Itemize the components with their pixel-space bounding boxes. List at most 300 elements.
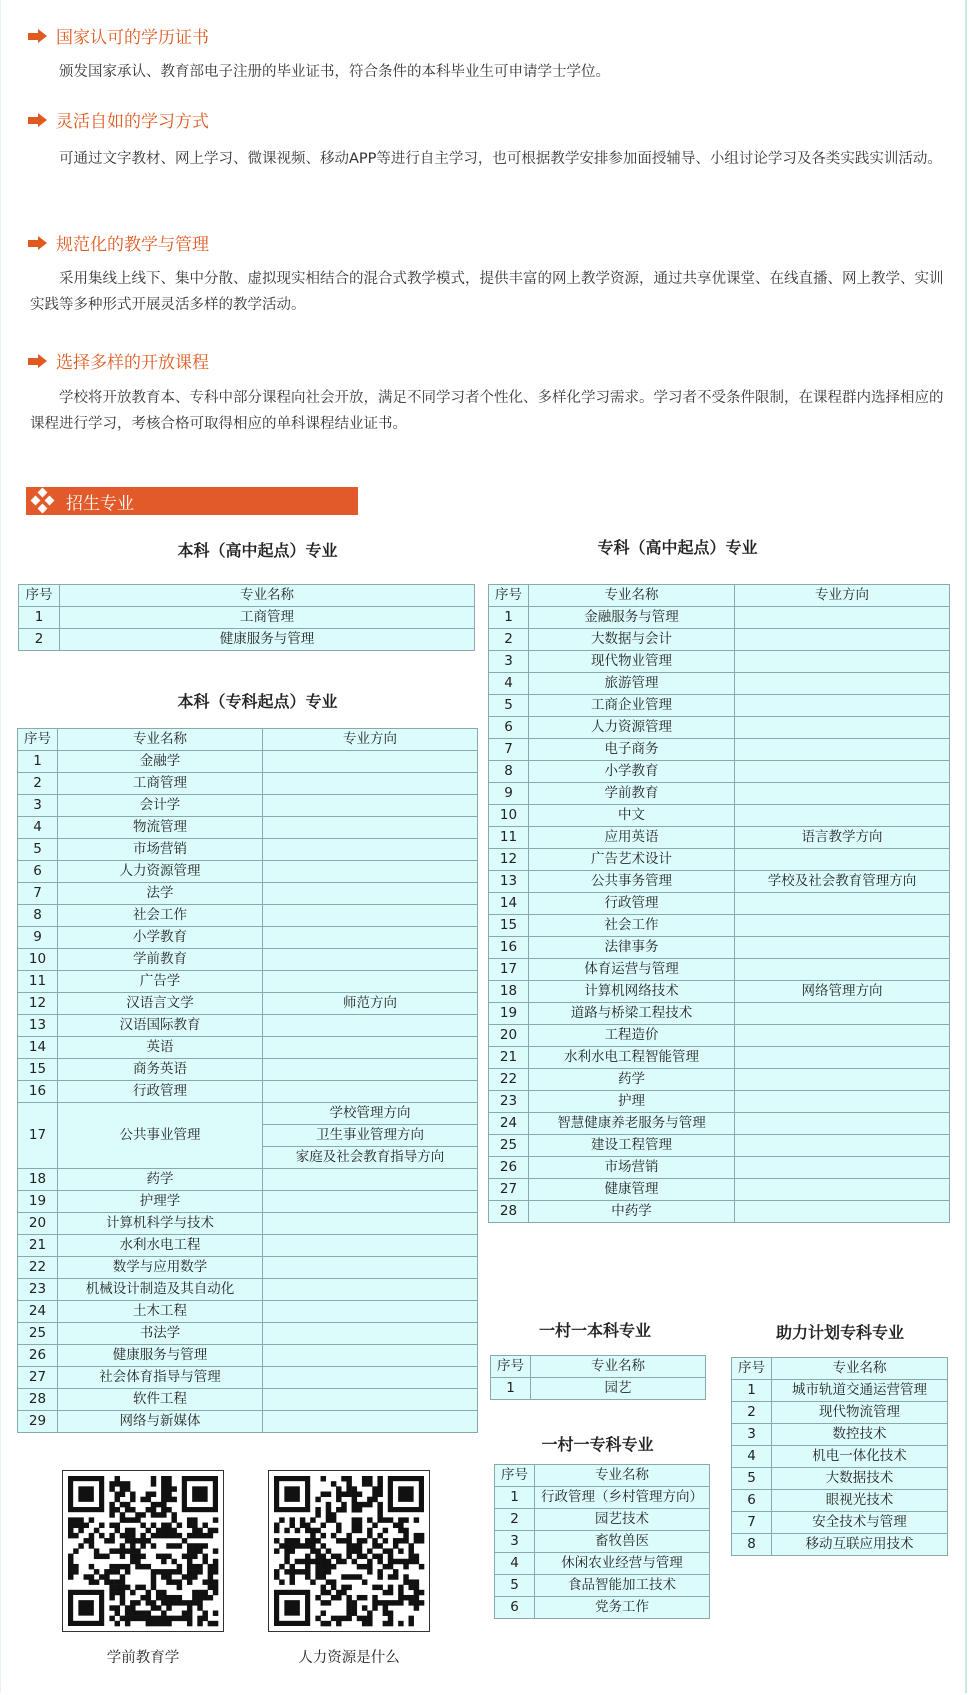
table-row	[18, 883, 478, 905]
cell-major-name: 应用英语	[529, 827, 735, 849]
cell-direction	[735, 739, 950, 761]
cell-direction	[263, 883, 478, 905]
cell-major-name: 工程造价	[529, 1025, 735, 1047]
header-name: 专业名称	[529, 585, 735, 607]
cell-no: 28	[489, 1201, 529, 1223]
diamond-cluster-icon	[30, 488, 56, 514]
cell-no: 13	[18, 1015, 58, 1037]
cell-major-name: 机电一体化技术	[772, 1446, 948, 1468]
table-row	[18, 905, 478, 927]
cell-major-name: 汉语国际教育	[58, 1015, 263, 1037]
cell-no: 12	[489, 849, 529, 871]
cell-major-name: 广告学	[58, 971, 263, 993]
cell-no: 3	[489, 651, 529, 673]
cell-direction	[735, 805, 950, 827]
header-no: 序号	[495, 1465, 535, 1487]
cell-major-name: 休闲农业经营与管理	[535, 1553, 710, 1575]
cell-no: 21	[489, 1047, 529, 1069]
cell-direction	[263, 817, 478, 839]
cell-no: 3	[18, 795, 58, 817]
cell-major-name: 道路与桥梁工程技术	[529, 1003, 735, 1025]
cell-direction	[263, 1015, 478, 1037]
section-title-text: 选择多样的开放课程	[56, 353, 209, 373]
cell-major-name: 现代物流管理	[772, 1402, 948, 1424]
header-no: 序号	[489, 585, 529, 607]
cell-no: 26	[18, 1345, 58, 1367]
cell-direction	[735, 849, 950, 871]
table-header-row	[18, 729, 478, 751]
table-row	[18, 839, 478, 861]
cell-direction: 网络管理方向	[735, 981, 950, 1003]
section-body-teaching: 采用集线上线下、集中分散、虚拟现实相结合的混合式教学模式，提供丰富的网上教学资源，通过共享优课堂、在线直播、网上教学、实训实践等多种形式开展灵活多样的教学活动。	[30, 271, 944, 313]
header-name: 专业名称	[60, 585, 475, 607]
cell-major-name: 中文	[529, 805, 735, 827]
table-row	[491, 1378, 706, 1400]
cell-major-name: 社会工作	[58, 905, 263, 927]
table-row	[18, 993, 478, 1015]
cell-direction	[263, 861, 478, 883]
table-ycyz	[494, 1464, 710, 1619]
header-name: 专业名称	[531, 1356, 706, 1378]
cell-direction	[735, 651, 950, 673]
table-row	[18, 1235, 478, 1257]
table-row	[732, 1380, 948, 1402]
table-row	[489, 1003, 950, 1025]
section-body-learning: 可通过文字教材、网上学习、微课视频、移动APP等进行自主学习，也可根据教学安排参加面授辅导、小组讨论学习及各类实践实训活动。	[59, 151, 942, 167]
table-row	[18, 1367, 478, 1389]
cell-major-name: 行政管理	[58, 1081, 263, 1103]
table-header-row	[489, 585, 950, 607]
table-title-ycyz: 一村一专科专业	[541, 1435, 654, 1454]
cell-major-name: 建设工程管理	[529, 1135, 735, 1157]
cell-no: 23	[18, 1279, 58, 1301]
cell-direction	[263, 1213, 478, 1235]
cell-major-name: 园艺	[531, 1378, 706, 1400]
table-row	[489, 1201, 950, 1223]
cell-direction	[735, 915, 950, 937]
cell-direction	[263, 1191, 478, 1213]
cell-no: 19	[18, 1191, 58, 1213]
table-row	[489, 673, 950, 695]
cell-major-name: 市场营销	[529, 1157, 735, 1179]
cell-direction	[735, 1135, 950, 1157]
cell-major-name: 智慧健康养老服务与管理	[529, 1113, 735, 1135]
table-row	[489, 871, 950, 893]
cell-major-name: 行政管理	[529, 893, 735, 915]
cell-no: 5	[732, 1468, 772, 1490]
cell-direction	[263, 751, 478, 773]
header-name: 专业名称	[772, 1358, 948, 1380]
header-name: 专业名称	[58, 729, 263, 751]
cell-major-name: 广告艺术设计	[529, 849, 735, 871]
cell-no: 6	[495, 1597, 535, 1619]
cell-direction	[263, 905, 478, 927]
table-row	[495, 1487, 710, 1509]
cell-direction	[735, 695, 950, 717]
cell-no: 15	[489, 915, 529, 937]
table-row	[489, 1179, 950, 1201]
cell-no: 24	[489, 1113, 529, 1135]
cell-no: 6	[18, 861, 58, 883]
cell-no: 5	[18, 839, 58, 861]
cell-major-name: 学前教育	[529, 783, 735, 805]
table-row	[18, 1279, 478, 1301]
enrollment-banner	[26, 487, 358, 515]
table-header-row	[495, 1465, 710, 1487]
cell-direction	[263, 1037, 478, 1059]
cell-no: 1	[18, 751, 58, 773]
table-header-row	[19, 585, 475, 607]
cell-major-name: 公共事务管理	[529, 871, 735, 893]
cell-major-name: 大数据技术	[772, 1468, 948, 1490]
cell-no: 12	[18, 993, 58, 1015]
table-row	[489, 981, 950, 1003]
section-title-courses	[28, 348, 209, 373]
section-title-text: 国家认可的学历证书	[56, 28, 209, 48]
cell-major-name: 法学	[58, 883, 263, 905]
table-row	[19, 607, 475, 629]
table-row	[18, 1081, 478, 1103]
table-row	[732, 1512, 948, 1534]
cell-no: 8	[732, 1534, 772, 1556]
table-row	[19, 629, 475, 651]
table-row	[489, 1069, 950, 1091]
cell-no: 19	[489, 1003, 529, 1025]
cell-no: 15	[18, 1059, 58, 1081]
table-row	[732, 1402, 948, 1424]
cell-major-name: 健康服务与管理	[58, 1345, 263, 1367]
cell-no: 11	[18, 971, 58, 993]
cell-major-name: 现代物业管理	[529, 651, 735, 673]
cell-no: 9	[18, 927, 58, 949]
cell-direction	[263, 1411, 478, 1433]
cell-direction	[263, 1169, 478, 1191]
cell-major-name: 金融学	[58, 751, 263, 773]
cell-major-name: 药学	[529, 1069, 735, 1091]
cell-no: 1	[19, 607, 60, 629]
table-row	[18, 1389, 478, 1411]
header-no: 序号	[18, 729, 58, 751]
table-row	[489, 1025, 950, 1047]
cell-no: 2	[495, 1509, 535, 1531]
table-bk-gz	[18, 584, 475, 651]
cell-direction	[735, 937, 950, 959]
cell-no: 1	[491, 1378, 531, 1400]
qr-caption-2: 人力资源是什么	[298, 1650, 400, 1666]
cell-major-name: 数控技术	[772, 1424, 948, 1446]
cell-direction	[263, 1389, 478, 1411]
cell-major-name: 市场营销	[58, 839, 263, 861]
cell-no: 4	[495, 1553, 535, 1575]
cell-no: 2	[732, 1402, 772, 1424]
header-direction: 专业方向	[263, 729, 478, 751]
banner-title: 招生专业	[66, 493, 134, 514]
cell-no: 27	[18, 1367, 58, 1389]
table-header-row	[732, 1358, 948, 1380]
cell-major-name: 学前教育	[58, 949, 263, 971]
table-row	[489, 1135, 950, 1157]
cell-no: 4	[732, 1446, 772, 1468]
cell-major-name: 人力资源管理	[58, 861, 263, 883]
table-row	[489, 1157, 950, 1179]
cell-direction	[735, 959, 950, 981]
cell-major-name: 中药学	[529, 1201, 735, 1223]
table-row	[732, 1446, 948, 1468]
cell-direction	[263, 1367, 478, 1389]
cell-no: 2	[19, 629, 60, 651]
table-row	[18, 1345, 478, 1367]
cell-major-name: 安全技术与管理	[772, 1512, 948, 1534]
table-row	[18, 1191, 478, 1213]
cell-major-name: 药学	[58, 1169, 263, 1191]
cell-direction: 语言教学方向	[735, 827, 950, 849]
cell-major-name: 大数据与会计	[529, 629, 735, 651]
cell-major-name: 城市轨道交通运营管理	[772, 1380, 948, 1402]
cell-direction	[735, 893, 950, 915]
table-row	[489, 651, 950, 673]
cell-direction	[263, 1257, 478, 1279]
cell-major-name: 计算机网络技术	[529, 981, 735, 1003]
cell-major-name: 党务工作	[535, 1597, 710, 1619]
cell-no: 11	[489, 827, 529, 849]
cell-no: 7	[489, 739, 529, 761]
table-row	[18, 1213, 478, 1235]
cell-no: 26	[489, 1157, 529, 1179]
cell-no: 14	[18, 1037, 58, 1059]
table-row	[18, 861, 478, 883]
cell-no: 17	[489, 959, 529, 981]
cell-major-name: 商务英语	[58, 1059, 263, 1081]
table-row	[18, 1169, 478, 1191]
cell-no: 1	[732, 1380, 772, 1402]
cell-no: 7	[18, 883, 58, 905]
table-row	[18, 751, 478, 773]
cell-no: 5	[495, 1575, 535, 1597]
cell-direction	[735, 607, 950, 629]
cell-direction	[735, 1157, 950, 1179]
cell-no: 22	[489, 1069, 529, 1091]
table-title-zljh: 助力计划专科专业	[775, 1323, 904, 1342]
cell-major-name: 旅游管理	[529, 673, 735, 695]
cell-no: 28	[18, 1389, 58, 1411]
cell-direction	[735, 1003, 950, 1025]
section-title-text: 规范化的教学与管理	[56, 235, 209, 255]
table-row	[18, 1015, 478, 1037]
cell-major-name: 金融服务与管理	[529, 607, 735, 629]
cell-major-name: 移动互联应用技术	[772, 1534, 948, 1556]
cell-no: 17	[18, 1103, 58, 1169]
table-row	[495, 1575, 710, 1597]
table-row	[18, 1257, 478, 1279]
cell-major-name: 眼视光技术	[772, 1490, 948, 1512]
cell-no: 16	[18, 1081, 58, 1103]
section-title-learning	[28, 107, 209, 132]
cell-no: 2	[18, 773, 58, 795]
cell-major-name: 计算机科学与技术	[58, 1213, 263, 1235]
cell-no: 18	[18, 1169, 58, 1191]
table-title-zk-gz: 专科（高中起点）专业	[597, 538, 758, 557]
arrow-icon	[28, 236, 48, 250]
cell-major-name: 土木工程	[58, 1301, 263, 1323]
cell-direction	[263, 795, 478, 817]
cell-direction	[735, 1025, 950, 1047]
table-row	[18, 795, 478, 817]
cell-major-name: 电子商务	[529, 739, 735, 761]
cell-direction	[263, 1059, 478, 1081]
cell-major-name: 水利水电工程	[58, 1235, 263, 1257]
table-row	[495, 1531, 710, 1553]
cell-no: 24	[18, 1301, 58, 1323]
table-zk-gz	[488, 584, 950, 1223]
table-row	[18, 1059, 478, 1081]
table-row	[18, 1103, 478, 1125]
cell-direction	[263, 1345, 478, 1367]
cell-direction	[263, 1323, 478, 1345]
cell-major-name: 社会体育指导与管理	[58, 1367, 263, 1389]
cell-no: 3	[732, 1424, 772, 1446]
table-row	[18, 1411, 478, 1433]
cell-major-name: 软件工程	[58, 1389, 263, 1411]
cell-no: 16	[489, 937, 529, 959]
cell-no: 21	[18, 1235, 58, 1257]
table-title-bk-zk: 本科（专科起点）专业	[177, 692, 338, 711]
cell-direction	[735, 783, 950, 805]
cell-major-name: 物流管理	[58, 817, 263, 839]
table-row	[18, 1323, 478, 1345]
cell-no: 3	[495, 1531, 535, 1553]
cell-direction	[735, 1201, 950, 1223]
arrow-icon	[28, 29, 48, 43]
cell-direction	[263, 927, 478, 949]
header-name: 专业名称	[535, 1465, 710, 1487]
cell-no: 7	[732, 1512, 772, 1534]
cell-direction	[735, 717, 950, 739]
cell-no: 13	[489, 871, 529, 893]
cell-direction	[735, 629, 950, 651]
cell-major-name: 工商管理	[60, 607, 475, 629]
header-no: 序号	[19, 585, 60, 607]
cell-direction	[263, 1235, 478, 1257]
cell-major-name: 网络与新媒体	[58, 1411, 263, 1433]
cell-major-name: 公共事业管理	[58, 1103, 263, 1169]
table-row	[18, 1301, 478, 1323]
arrow-icon	[28, 354, 48, 368]
table-row	[18, 1037, 478, 1059]
cell-direction	[735, 761, 950, 783]
table-row	[18, 927, 478, 949]
cell-no: 8	[489, 761, 529, 783]
qr-code-icon	[269, 1471, 429, 1631]
section-title-teaching	[28, 230, 209, 255]
cell-major-name: 数学与应用数学	[58, 1257, 263, 1279]
cell-major-name: 英语	[58, 1037, 263, 1059]
table-row	[18, 971, 478, 993]
cell-direction	[263, 1301, 478, 1323]
cell-no: 23	[489, 1091, 529, 1113]
cell-major-name: 护理学	[58, 1191, 263, 1213]
cell-no: 20	[18, 1213, 58, 1235]
cell-no: 6	[489, 717, 529, 739]
cell-major-name: 汉语言文学	[58, 993, 263, 1015]
table-row	[495, 1553, 710, 1575]
cell-major-name: 社会工作	[529, 915, 735, 937]
table-row	[489, 629, 950, 651]
table-row	[489, 849, 950, 871]
table-row	[489, 783, 950, 805]
table-row	[18, 949, 478, 971]
cell-major-name: 会计学	[58, 795, 263, 817]
table-row	[732, 1424, 948, 1446]
qr-code-1[interactable]	[62, 1470, 224, 1632]
cell-no: 18	[489, 981, 529, 1003]
cell-direction	[735, 1091, 950, 1113]
cell-direction: 学校管理方向	[263, 1103, 478, 1125]
cell-major-name: 小学教育	[58, 927, 263, 949]
table-row	[489, 1113, 950, 1135]
cell-no: 20	[489, 1025, 529, 1047]
table-title-ycyb: 一村一本科专业	[538, 1321, 651, 1340]
cell-direction	[735, 673, 950, 695]
cell-no: 22	[18, 1257, 58, 1279]
cell-no: 10	[18, 949, 58, 971]
cell-no: 6	[732, 1490, 772, 1512]
table-row	[489, 805, 950, 827]
section-body-certificate: 颁发国家承认、教育部电子注册的毕业证书，符合条件的本科毕业生可申请学士学位。	[59, 64, 610, 80]
cell-major-name: 小学教育	[529, 761, 735, 783]
table-row	[489, 1091, 950, 1113]
table-row	[18, 817, 478, 839]
header-no: 序号	[732, 1358, 772, 1380]
table-row	[495, 1509, 710, 1531]
cell-direction: 师范方向	[263, 993, 478, 1015]
table-row	[495, 1597, 710, 1619]
section-title-text: 灵活自如的学习方式	[56, 112, 209, 132]
qr-code-icon	[63, 1471, 223, 1631]
cell-no: 10	[489, 805, 529, 827]
table-row	[489, 607, 950, 629]
cell-no: 1	[489, 607, 529, 629]
cell-no: 25	[489, 1135, 529, 1157]
table-row	[489, 717, 950, 739]
cell-no: 1	[495, 1487, 535, 1509]
cell-direction	[735, 1113, 950, 1135]
cell-no: 9	[489, 783, 529, 805]
cell-direction	[263, 839, 478, 861]
cell-major-name: 工商企业管理	[529, 695, 735, 717]
cell-major-name: 工商管理	[58, 773, 263, 795]
cell-no: 25	[18, 1323, 58, 1345]
qr-code-2[interactable]	[268, 1470, 430, 1632]
cell-direction: 家庭及社会教育指导方向	[263, 1147, 478, 1169]
table-row	[489, 1047, 950, 1069]
table-zljh	[731, 1357, 948, 1556]
table-row	[489, 761, 950, 783]
table-row	[18, 773, 478, 795]
cell-no: 5	[489, 695, 529, 717]
cell-no: 4	[18, 817, 58, 839]
cell-major-name: 健康管理	[529, 1179, 735, 1201]
cell-major-name: 机械设计制造及其自动化	[58, 1279, 263, 1301]
cell-major-name: 护理	[529, 1091, 735, 1113]
cell-direction	[263, 1279, 478, 1301]
cell-direction	[263, 971, 478, 993]
section-body-courses: 学校将开放教育本、专科中部分课程向社会开放，满足不同学习者个性化、多样化学习需求。学习者不受条件限制，在课程群内选择相应的课程进行学习，考核合格可取得相应的单科课程结业证书。	[30, 390, 944, 432]
table-row	[489, 827, 950, 849]
cell-major-name: 人力资源管理	[529, 717, 735, 739]
table-row	[732, 1468, 948, 1490]
header-direction: 专业方向	[735, 585, 950, 607]
section-title-certificate	[28, 23, 209, 48]
